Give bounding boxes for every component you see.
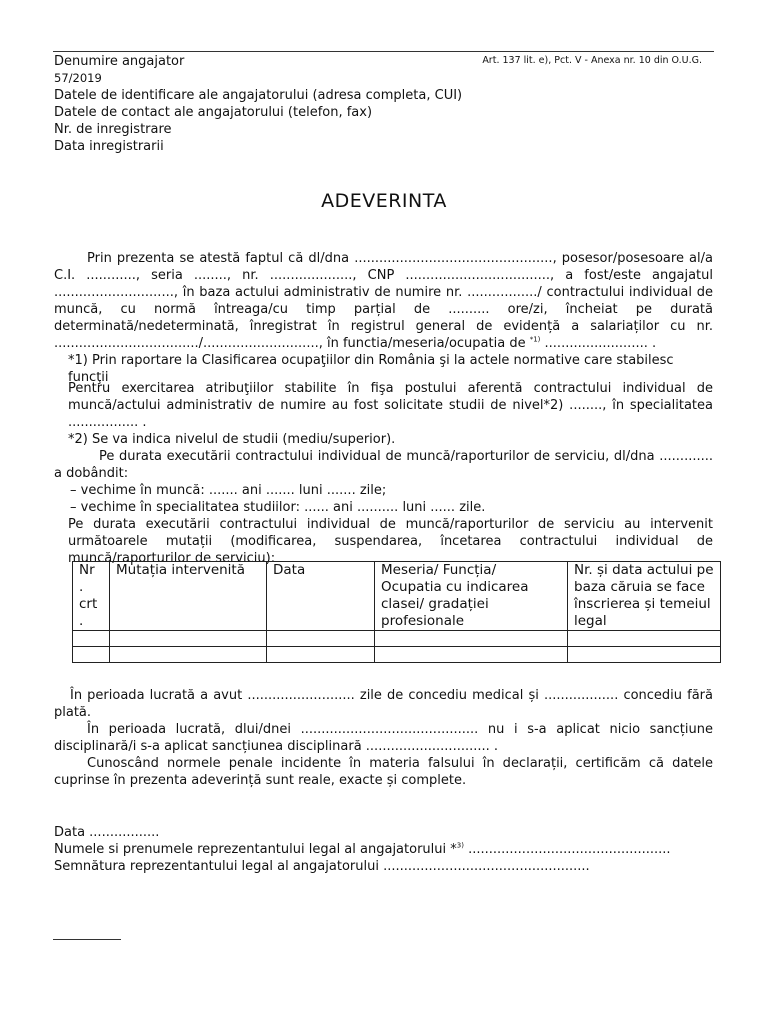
medical-leave-paragraph: În perioada lucrată a avut .......................... zile de concediu medical și .................. concediu fără plată. xyxy=(54,688,713,720)
date-line: Data ................. xyxy=(54,825,160,840)
footnote-rule xyxy=(53,939,121,940)
rep-signature-line: Semnătura reprezentantului legal al angajatorului .................................................. xyxy=(54,859,590,874)
header-rule xyxy=(53,51,714,52)
rep-name-label: Numele si prenumele reprezentantului legal al angajatorului * xyxy=(54,842,457,857)
employer-name: Denumire angajator xyxy=(54,54,185,69)
footnote-2: *2) Se va indica nivelul de studii (mediu/superior). xyxy=(68,432,396,447)
mutations-table xyxy=(72,561,721,663)
intro-tail: ......................... . xyxy=(540,336,657,351)
legal-reference-year: 57/2019 xyxy=(54,71,102,85)
col-header-nr: Nr . crt . xyxy=(73,562,110,631)
rep-name-dots: ................................................. xyxy=(463,842,671,857)
seniority-specialty: – vechime în specialitatea studiilor: ...... ani .......... luni ...... zile. xyxy=(70,500,486,515)
col-header-mutation: Mutația intervenită xyxy=(110,562,267,631)
footnote-ref-1: *1) xyxy=(529,335,541,344)
document-title: ADEVERINTA xyxy=(321,190,447,212)
table-cell xyxy=(110,647,267,663)
studies-paragraph: Pentru exercitarea atribuţiilor stabilite în fişa postului aferentă contractului individual de muncă/actului administrativ de numire au fost solicitate studii de nivel*2) ........, în specialitatea ................. . xyxy=(68,381,713,430)
table-cell xyxy=(375,647,568,663)
registration-date: Data inregistrarii xyxy=(54,139,164,154)
table-cell xyxy=(110,631,267,647)
table-cell xyxy=(73,647,110,663)
intro-section xyxy=(54,250,713,352)
table-header-row xyxy=(73,562,721,631)
disciplinary-paragraph: În perioada lucrată, dlui/dnei ........................................... nu i s-a aplicat nicio sancțiune disciplinară/i s-a aplicat sancțiunea disciplinară .............................. . xyxy=(54,722,713,754)
col-header-act: Nr. și data actului pe baza căruia se face înscrierea și temeiul legal xyxy=(568,562,721,631)
seniority-intro: Pe durata executării contractului individual de muncă/raporturilor de serviciu, dl/dna ............. a dobândit: xyxy=(54,449,713,481)
intro-paragraph xyxy=(54,250,713,352)
table-cell xyxy=(73,631,110,647)
studies-block xyxy=(54,380,713,567)
table-row xyxy=(73,647,721,663)
certification-paragraph: Cunoscând normele penale incidente în materia falsului în declarații, certificăm că datele cuprinse în prezenta adeverință sunt reale, exacte și complete. xyxy=(54,756,713,788)
mutations-intro: Pe durata executării contractului individual de muncă/raporturilor de serviciu au intervenit următoarele mutații (modificarea, suspendarea, încetarea contractului individual de muncă/raporturilor de serviciu): xyxy=(68,517,713,566)
table-cell xyxy=(267,631,375,647)
col-header-occupation: Meseria/ Funcția/ Ocupatia cu indicarea clasei/ gradației profesionale xyxy=(375,562,568,631)
footnote-1: *1) Prin raportare la Clasificarea ocupaţiilor din România şi la actele normative care stabilesc funcţii xyxy=(68,353,674,385)
employer-contact: Datele de contact ale angajatorului (telefon, fax) xyxy=(54,105,373,120)
signature-section xyxy=(54,824,713,875)
footnote-ref-3: 3) xyxy=(456,841,464,850)
table-row xyxy=(73,631,721,647)
table-cell xyxy=(568,631,721,647)
intro-text: Prin prezenta se atestă faptul că dl/dna ................................................, posesor/posesoare al/a C.I. ............, seria ........, nr. ...................., CNP ..................................., a fost/este angajatul ............................., în baza actului administrativ de numire nr. ................./ contractului individual de muncă, cu normă întreaga/cu timp parțial de .......... ore/zi, încheiat pe durată determinată/nedeterminată, înregistrat în registrul general de evidență a salariaților cu nr. .................................../............................, în functia/meseria/ocupatia de xyxy=(54,251,713,351)
legal-reference: Art. 137 lit. e), Pct. V - Anexa nr. 10 din O.U.G. xyxy=(482,55,702,66)
table-cell xyxy=(568,647,721,663)
table-cell xyxy=(375,631,568,647)
employer-identification: Datele de identificare ale angajatorului (adresa completa, CUI) xyxy=(54,88,463,103)
col-header-date: Data xyxy=(267,562,375,631)
registration-number: Nr. de inregistrare xyxy=(54,122,172,137)
rep-name-line xyxy=(54,841,713,858)
closing-section xyxy=(54,687,713,789)
table-cell xyxy=(267,647,375,663)
seniority-work: – vechime în muncă: ....... ani ....... luni ....... zile; xyxy=(70,483,387,498)
